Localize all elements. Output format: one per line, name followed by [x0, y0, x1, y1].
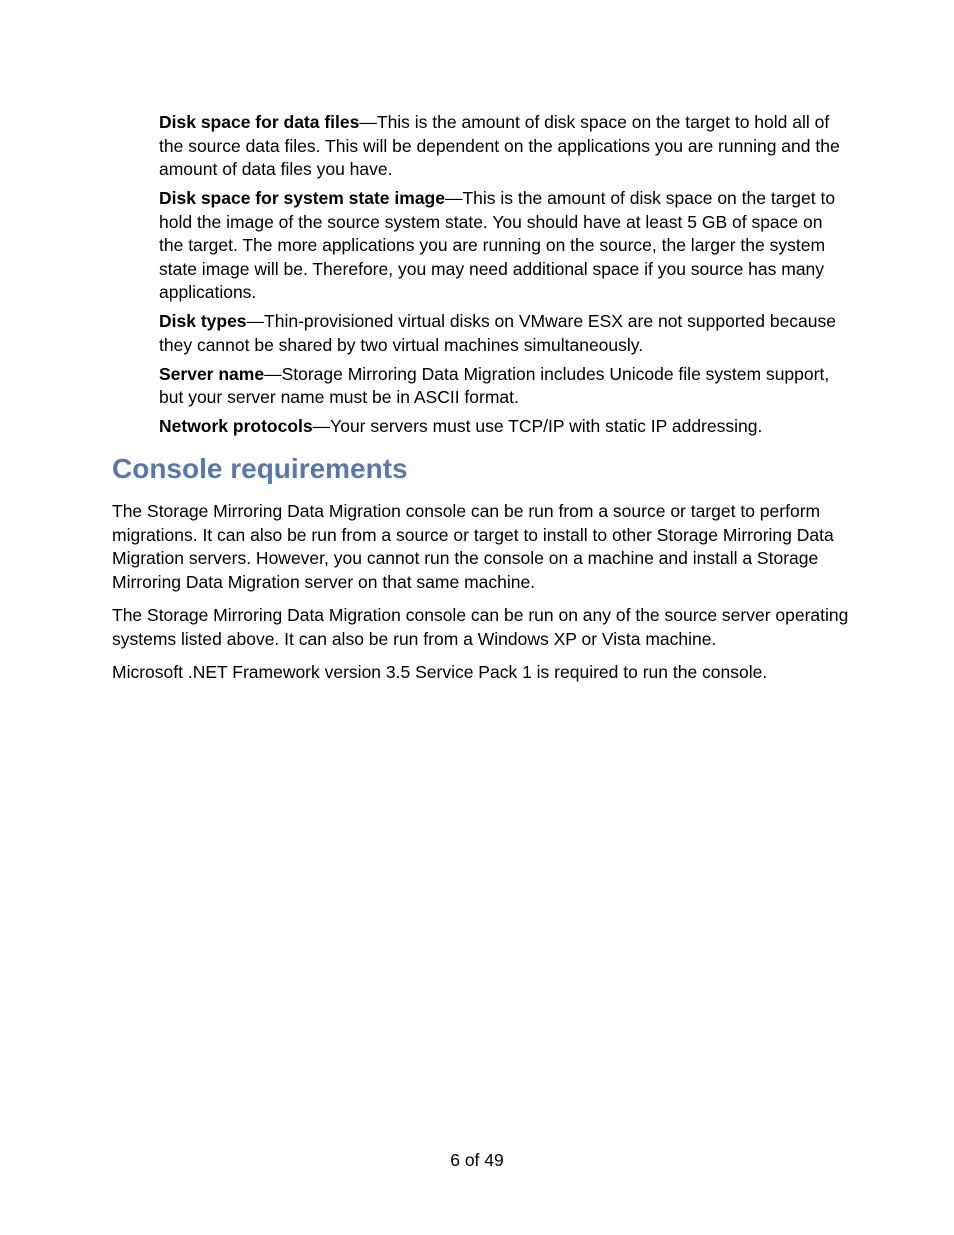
- section-body: [112, 500, 852, 695]
- definition-network-protocols: [159, 415, 849, 439]
- definition-text: —Your servers must use TCP/IP with static IP addressing.: [312, 416, 763, 436]
- definition-disk-space-system-state: [159, 187, 849, 305]
- definition-text: —Thin-provisioned virtual disks on VMware ESX are not supported because they cannot be shared by two virtual machines simultaneously.: [159, 311, 837, 355]
- definition-term: Disk space for data files: [159, 112, 360, 132]
- section-heading: Console requirements: [112, 453, 408, 484]
- page-number: 6 of 49: [450, 1150, 504, 1170]
- definition-text: —Storage Mirroring Data Migration includes Unicode file system support, but your server name must be in ASCII format.: [159, 363, 830, 407]
- definition-disk-types: [159, 310, 849, 357]
- definition-term: Network protocols: [159, 416, 313, 436]
- definition-server-name: [159, 363, 849, 410]
- definition-term: Disk space for system state image: [159, 188, 445, 208]
- definition-disk-space-data-files: [159, 111, 849, 182]
- requirements-list: [159, 111, 849, 444]
- definition-text: —This is the amount of disk space on the target to hold the image of the source system state. You should have at least 5 GB of space on the target. The more applications you are running on the source, the larger the system state image will be. Therefore, you may need additional space if you source has many applications.: [159, 188, 836, 302]
- definition-term: Server name: [159, 363, 265, 384]
- definition-text: —This is the amount of disk space on the target to hold all of the source data files. This will be dependent on the applications you are running and the amount of data files you have.: [159, 112, 840, 179]
- paragraph: The Storage Mirroring Data Migration console can be run from a source or target to perform migrations. It can also be run from a source or target to install to other Storage Mirroring Data Migration servers. However, you cannot run the console on a machine and install a Storage Mirroring Data Migration server on that same machine.: [112, 501, 834, 592]
- paragraph: Microsoft .NET Framework version 3.5 Service Pack 1 is required to run the console.: [112, 662, 768, 682]
- paragraph: The Storage Mirroring Data Migration console can be run on any of the source server operating systems listed above. It can also be run from a Windows XP or Vista machine.: [112, 605, 849, 649]
- definition-term: Disk types: [159, 311, 247, 331]
